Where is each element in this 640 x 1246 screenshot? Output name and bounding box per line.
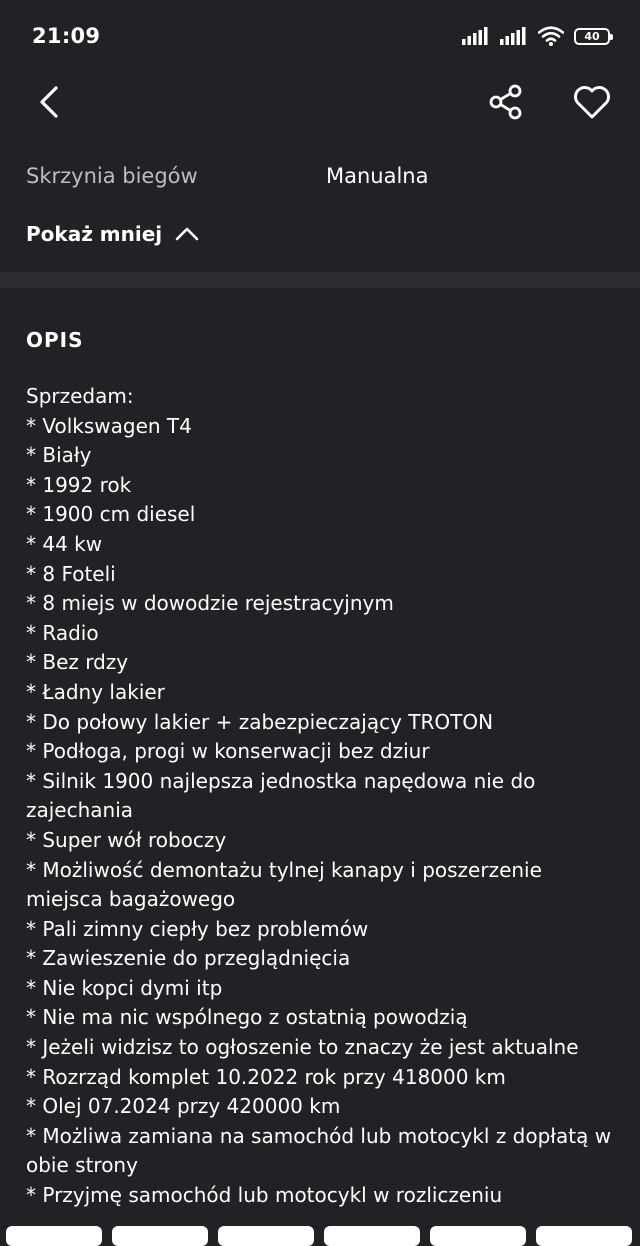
description-line: * Olej 07.2024 przy 420000 km (26, 1094, 341, 1119)
description-line: * Możliwa zamiana na samochód lub motocykl z dopłatą w (26, 1123, 612, 1148)
description-line: * 1900 cm diesel (26, 502, 196, 527)
description-line: zajechania (26, 798, 134, 823)
battery-level: 40 (584, 29, 600, 43)
bottom-tab[interactable] (536, 1226, 632, 1246)
description-line: * Przyjmę samochód lub motocykl w rozliczeniu (26, 1183, 503, 1208)
description-line: * Bez rdzy (26, 650, 129, 675)
description-text (26, 382, 626, 1211)
description-title: OPIS (26, 328, 84, 352)
top-toolbar (0, 72, 640, 132)
description-line: * Nie ma nic wspólnego z ostatnią powodzią (26, 1005, 468, 1030)
description-line: * Podłoga, progi w konserwacji bez dziur (26, 739, 430, 764)
description-line: * Nie kopci dymi itp (26, 975, 223, 1000)
description-line: * 1992 rok (26, 472, 132, 497)
description-line: * Rozrząd komplet 10.2022 rok przy 418000 km (26, 1064, 506, 1089)
favorite-button[interactable] (570, 80, 614, 124)
bottom-tab[interactable] (324, 1226, 420, 1246)
description-line: * Biały (26, 443, 92, 468)
bottom-tab[interactable] (430, 1226, 526, 1246)
heart-icon (570, 80, 614, 124)
status-icons (462, 24, 610, 48)
description-line: * Zawieszenie do przeglądnięcia (26, 946, 351, 971)
spec-value: Manualna (326, 164, 429, 188)
status-time: 21:09 (32, 24, 101, 48)
description-line: * Możliwość demontażu tylnej kanapy i poszerzenie (26, 857, 542, 882)
status-bar (0, 0, 640, 72)
description-line: * 44 kw (26, 531, 103, 556)
bottom-action-bar (0, 1226, 640, 1238)
section-divider (0, 272, 640, 288)
back-button[interactable] (30, 82, 70, 122)
bottom-tab[interactable] (112, 1226, 208, 1246)
description-line: obie strony (26, 1153, 138, 1178)
show-less-toggle[interactable] (26, 216, 200, 252)
signal-icon (500, 27, 528, 45)
share-icon (486, 82, 526, 122)
description-line: * Jeżeli widzisz to ogłoszenie to znaczy że jest aktualne (26, 1035, 579, 1060)
bottom-tab[interactable] (6, 1226, 102, 1246)
share-button[interactable] (486, 82, 526, 122)
description-line: * 8 miejs w dowodzie rejestracyjnym (26, 591, 394, 616)
description-line: * Volkswagen T4 (26, 413, 192, 438)
chevron-up-icon (174, 224, 200, 244)
wifi-icon (538, 26, 564, 46)
description-line: miejsca bagażowego (26, 887, 236, 912)
bottom-tab[interactable] (218, 1226, 314, 1246)
signal-icon (462, 27, 490, 45)
description-line: * Do połowy lakier + zabezpieczający TROTON (26, 709, 494, 734)
description-line: * Ładny lakier (26, 679, 165, 704)
spec-label: Skrzynia biegów (26, 164, 198, 188)
chevron-left-icon (30, 82, 70, 122)
battery-icon (574, 28, 610, 45)
description-line: * Radio (26, 620, 99, 645)
spec-row-gearbox (26, 160, 616, 200)
description-line: * 8 Foteli (26, 561, 116, 586)
description-line: Sprzedam: (26, 384, 134, 408)
description-line: * Pali zimny ciepły bez problemów (26, 916, 369, 941)
show-less-label: Pokaż mniej (26, 222, 163, 246)
description-line: * Super wół roboczy (26, 827, 227, 852)
description-line: * Silnik 1900 najlepsza jednostka napędowa nie do (26, 768, 536, 793)
